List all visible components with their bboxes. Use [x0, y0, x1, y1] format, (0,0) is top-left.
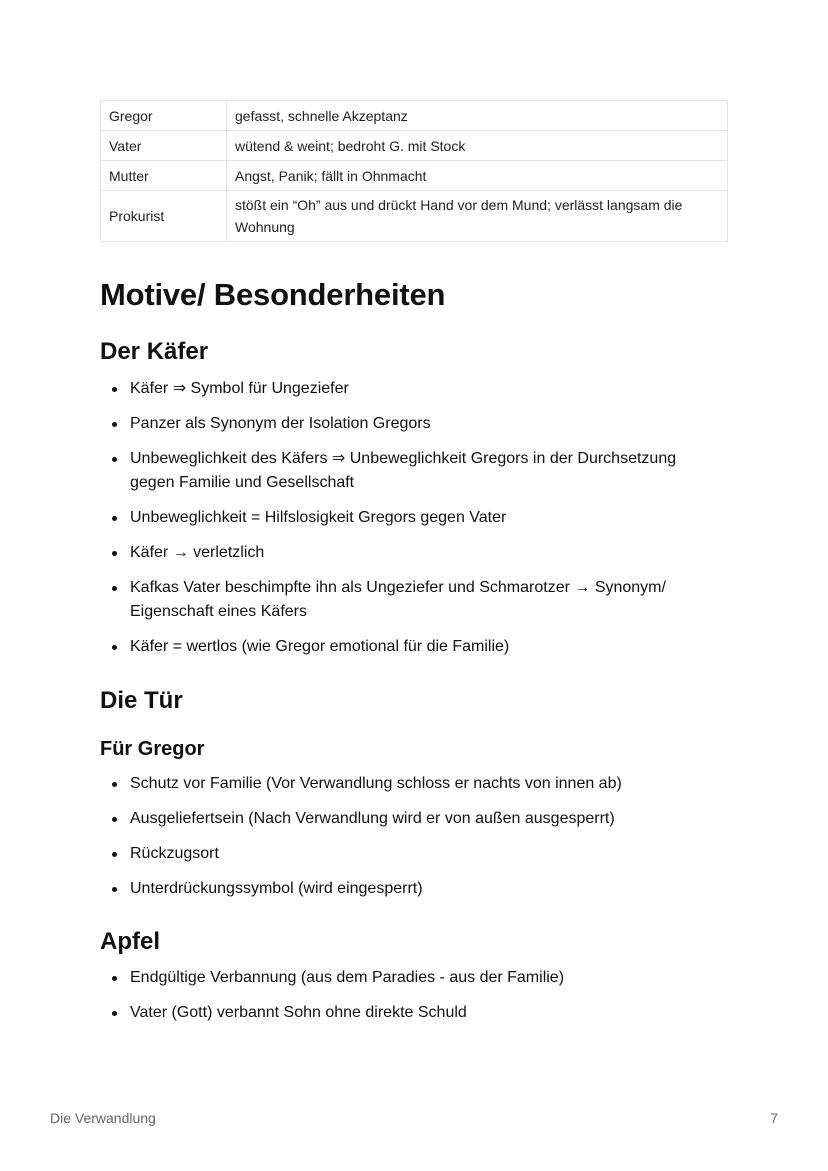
footer-document-title: Die Verwandlung	[50, 1110, 156, 1126]
list-item: Kafkas Vater beschimpfte ihn als Ungeziefer und Schmarotzer → Synonym/ Eigenschaft eines Käfers	[100, 576, 720, 624]
subsection-heading-tuer: Die Tür	[100, 687, 183, 714]
table-row	[101, 131, 728, 161]
table-cell-description: Angst, Panik; fällt in Ohnmacht	[227, 161, 728, 191]
character-reaction-table	[100, 100, 728, 242]
list-item: Vater (Gott) verbannt Sohn ohne direkte Schuld	[100, 1001, 720, 1025]
footer-page-number: 7	[770, 1110, 778, 1126]
table-cell-name: Gregor	[101, 101, 227, 131]
table-cell-name: Vater	[101, 131, 227, 161]
sub-subsection-heading-fuer-gregor: Für Gregor	[100, 738, 205, 760]
list-item: Ausgeliefertsein (Nach Verwandlung wird er von außen ausgesperrt)	[100, 807, 720, 831]
tuer-list	[100, 772, 720, 912]
table-cell-name: Mutter	[101, 161, 227, 191]
list-item: Unbeweglichkeit des Käfers ⇒ Unbeweglichkeit Gregors in der Durchsetzung gegen Familie und Gesellschaft	[100, 447, 720, 495]
section-heading: Motive/ Besonderheiten	[100, 277, 446, 312]
list-item: Endgültige Verbannung (aus dem Paradies - aus der Familie)	[100, 966, 720, 990]
table-cell-description: stößt ein “Oh” aus und drückt Hand vor dem Mund; verlässt langsam die Wohnung	[227, 191, 728, 242]
list-item: Käfer = wertlos (wie Gregor emotional für die Familie)	[100, 635, 720, 659]
subsection-heading-apfel: Apfel	[100, 928, 160, 955]
list-item: Panzer als Synonym der Isolation Gregors	[100, 412, 720, 436]
table-cell-description: gefasst, schnelle Akzeptanz	[227, 101, 728, 131]
list-item: Käfer ⇒ Symbol für Ungeziefer	[100, 377, 720, 401]
list-item: Unbeweglichkeit = Hilfslosigkeit Gregors gegen Vater	[100, 506, 720, 530]
apfel-list	[100, 966, 720, 1036]
subsection-heading-kaefer: Der Käfer	[100, 338, 209, 365]
table-row	[101, 101, 728, 131]
list-item: Schutz vor Familie (Vor Verwandlung schloss er nachts von innen ab)	[100, 772, 720, 796]
list-item: Unterdrückungssymbol (wird eingesperrt)	[100, 877, 720, 901]
list-item: Rückzugsort	[100, 842, 720, 866]
table-row	[101, 191, 728, 242]
kaefer-list	[100, 377, 720, 670]
list-item: Käfer → verletzlich	[100, 541, 720, 565]
table-row	[101, 161, 728, 191]
table-cell-name: Prokurist	[101, 191, 227, 242]
table-cell-description: wütend & weint; bedroht G. mit Stock	[227, 131, 728, 161]
